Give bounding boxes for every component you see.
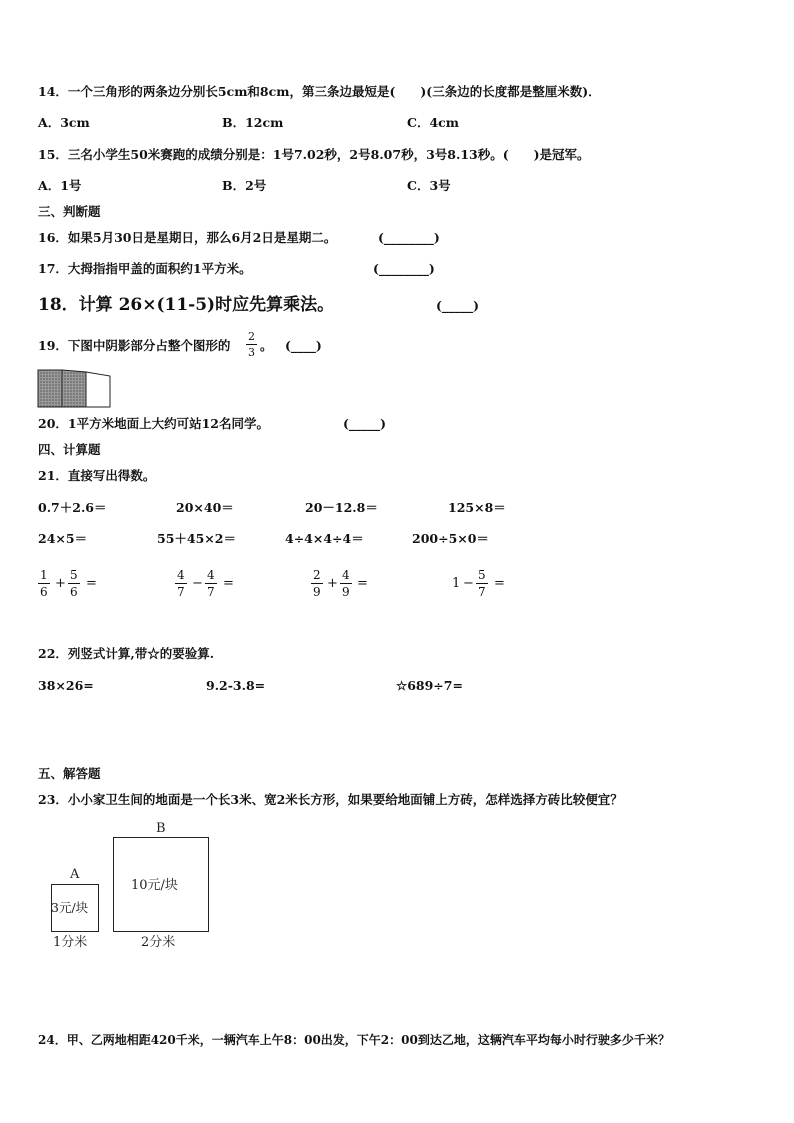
shaded-part-1 [38, 370, 62, 407]
fraction [38, 569, 50, 598]
fraction-numerator: 2 [313, 568, 321, 582]
fraction-numerator: 1 [40, 568, 48, 582]
fraction [311, 569, 323, 598]
fraction [476, 569, 488, 598]
tile-b-label: B [156, 821, 166, 836]
q14-option-b: B．12cm [222, 115, 284, 130]
q17-stem: 17．大拇指指甲盖的面积约1平方米。 [38, 261, 252, 276]
fraction-denominator: 7 [207, 585, 215, 599]
q19-stem: 19．下图中阴影部分占整个图形的 [38, 338, 231, 353]
fraction-denominator: 9 [313, 585, 321, 599]
equals: = [357, 576, 368, 591]
q21-r2-e2: 55＋45×2＝ [157, 531, 236, 546]
q16-stem: 16．如果5月30日是星期日，那么6月2日是星期二。 [38, 230, 337, 245]
equals: = [86, 576, 97, 591]
shaded-part-2 [62, 370, 86, 407]
q21-stem: 21．直接写出得数。 [38, 468, 156, 483]
equals: = [494, 576, 505, 591]
q20-blank: (_____) [343, 416, 387, 431]
operator: − [192, 576, 203, 591]
equals: = [223, 576, 234, 591]
fraction-numerator: 4 [342, 568, 350, 582]
tile-b-side: 2分米 [141, 935, 176, 950]
q15-stem: 15．三名小学生50米赛跑的成绩分别是：1号7.02秒，2号8.07秒，3号8.13秒。( )是冠军。 [38, 147, 590, 162]
fraction-numerator: 5 [478, 568, 486, 582]
q15-option-b: B．2号 [222, 178, 267, 193]
q19-tail: 。 [260, 338, 273, 353]
fraction-denominator: 6 [40, 585, 48, 599]
fraction-denominator: 7 [177, 585, 185, 599]
q19-blank: (____) [285, 338, 322, 353]
fraction [175, 569, 187, 598]
q22-item-1: 38×26= [38, 678, 94, 693]
q18-stem: 18．计算 26×(11-5)时应先算乘法。 [38, 295, 335, 315]
q21-r2-e1: 24×5＝ [38, 531, 88, 546]
unshaded-part [86, 372, 110, 407]
q20-stem: 20．1平方米地面上大约可站12名同学。 [38, 416, 269, 431]
q14-option-a: A．3cm [38, 115, 90, 130]
q21-r2-e3: 4÷4×4÷4＝ [285, 531, 364, 546]
q14-stem: 14．一个三角形的两条边分别长5cm和8cm，第三条边最短是( )(三条边的长度都是整厘米数)． [38, 84, 601, 99]
fraction [340, 569, 352, 598]
q14-option-c: C．4cm [407, 115, 459, 130]
q19-fraction [246, 331, 257, 358]
fraction-numerator: 2 [248, 330, 255, 343]
q21-r1-e4: 125×8＝ [448, 500, 506, 515]
section-problem-solving-heading: 五、解答题 [38, 766, 101, 781]
q17-blank: (________) [373, 261, 435, 276]
fraction-denominator: 7 [478, 585, 486, 599]
fraction [68, 569, 80, 598]
tile-a-label: A [70, 867, 80, 882]
operator: + [55, 576, 66, 591]
q21-r1-e3: 20－12.8＝ [305, 500, 378, 515]
fraction-numerator: 5 [70, 568, 78, 582]
section-judgement-heading: 三、判断题 [38, 204, 101, 219]
operator: − [463, 576, 474, 591]
tile-a-price: 3元/块 [51, 900, 89, 915]
whole-number: 1 [452, 576, 461, 591]
fraction-denominator: 9 [342, 585, 350, 599]
q23-stem: 23．小小家卫生间的地面是一个长3米、宽2米长方形，如果要给地面铺上方砖，怎样选择方砖比较便宜？ [38, 792, 623, 807]
q21-r2-e4: 200÷5×0＝ [412, 531, 489, 546]
q22-stem: 22．列竖式计算,带☆的要验算. [38, 646, 215, 661]
q24-stem: 24．甲、乙两地相距420千米，一辆汽车上午8：00出发，下午2：00到达乙地，这辆汽车平均每小时行驶多少千米？ [38, 1033, 670, 1047]
section-calculation-heading: 四、计算题 [38, 442, 101, 457]
fraction-numerator: 4 [207, 568, 215, 582]
tile-b-price: 10元/块 [131, 878, 178, 893]
tile-a-side: 1分米 [53, 935, 88, 950]
q18-blank: (_____) [436, 298, 480, 313]
q21-r1-e1: 0.7＋2.6＝ [38, 500, 107, 515]
q16-blank: (________) [378, 230, 440, 245]
fraction-denominator: 6 [70, 585, 78, 599]
q19-shaded-figure [37, 369, 113, 409]
q21-r1-e2: 20×40＝ [176, 500, 234, 515]
fraction-denominator: 3 [248, 346, 255, 359]
fraction-numerator: 4 [177, 568, 185, 582]
q15-option-c: C．3号 [407, 178, 451, 193]
q22-item-2: 9.2-3.8= [206, 678, 266, 693]
operator: + [327, 576, 338, 591]
q15-option-a: A．1号 [38, 178, 82, 193]
q22-item-3: ☆689÷7= [396, 678, 463, 693]
fraction [205, 569, 217, 598]
